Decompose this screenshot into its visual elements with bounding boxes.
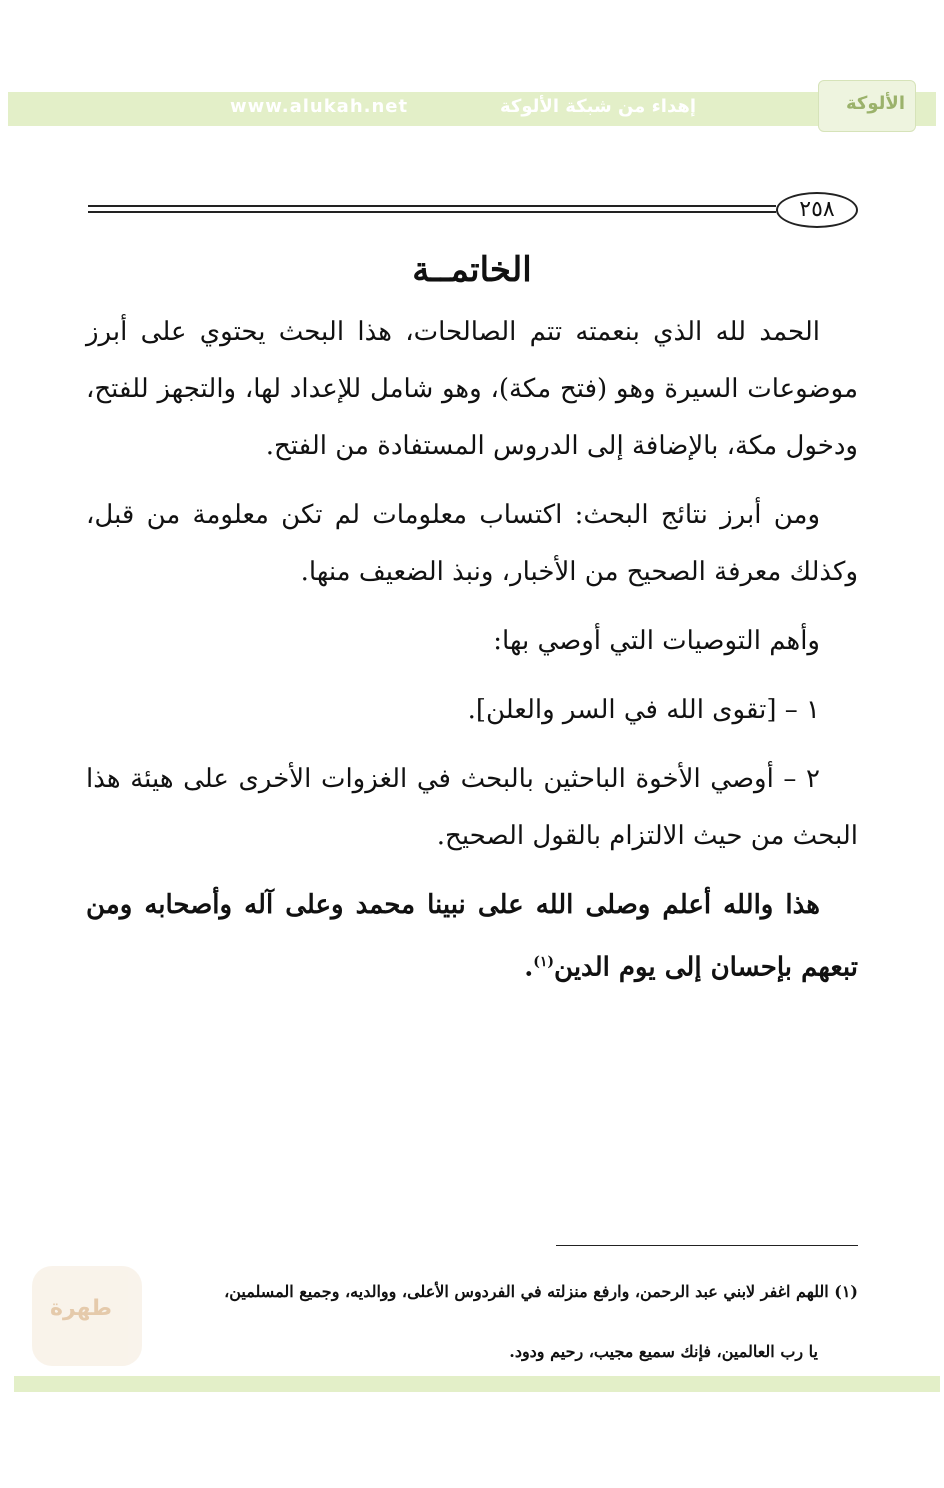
bottom-banner [14, 1376, 940, 1392]
watermark-text: طهرة [50, 1296, 112, 1321]
page-content [86, 250, 858, 1009]
banner-url[interactable]: www.alukah.net [230, 96, 409, 117]
footnote [90, 1262, 858, 1382]
footnote-line-2: يا رب العالمين، فإنك سميع مجيب، رحيم ودود. [509, 1342, 818, 1361]
recommendation-item-1: ١ – [تقوى الله في السر والعلن]. [467, 695, 820, 725]
recommendation-item-2: ٢ – أوصي الأخوة الباحثين بالبحث في الغزوات الأخرى على هيئة هذا البحث من حيث الالتزام بالقول الصحيح. [86, 764, 858, 851]
top-banner [8, 92, 936, 126]
alukah-logo-text: الألوكة [845, 93, 905, 114]
alukah-logo [818, 80, 916, 132]
paragraph-recommendations: وأهم التوصيات التي أوصي بها: [493, 626, 820, 656]
paragraph-intro: الحمد لله الذي بنعمته تتم الصالحات، هذا البحث يحتوي على أبرز موضوعات السيرة وهو (فتح مكة)، وهو شامل للإعداد لها، والتجهز للفتح، ودخول مكة، بالإضافة إلى الدروس المستفادة من الفتح. [86, 317, 858, 461]
header-double-rule [88, 205, 776, 213]
closing-paragraph [86, 877, 858, 997]
footnote-reference[interactable]: (١) [533, 954, 555, 970]
page-number: ٢٥٨ [776, 192, 858, 228]
watermark-logo [32, 1266, 142, 1366]
footnote-separator [556, 1245, 858, 1246]
closing-text: هذا والله أعلم وصلى الله على نبينا محمد وعلى آله وأصحابه ومن تبعهم بإحسان إلى يوم الدين [86, 890, 858, 983]
closing-end: . [524, 952, 534, 983]
paragraph-results: ومن أبرز نتائج البحث: اكتساب معلومات لم تكن معلومة من قبل، وكذلك معرفة الصحيح من الأخبار، ونبذ الضعيف منها. [86, 500, 858, 587]
footnote-line-1: (١) اللهم اغفر لابني عبد الرحمن، وارفع منزلته في الفردوس الأعلى، ووالديه، وجميع المسلمين، [224, 1282, 858, 1301]
banner-text: إهداء من شبكة الألوكة [500, 96, 696, 117]
page-title: الخاتمــة [412, 250, 532, 290]
